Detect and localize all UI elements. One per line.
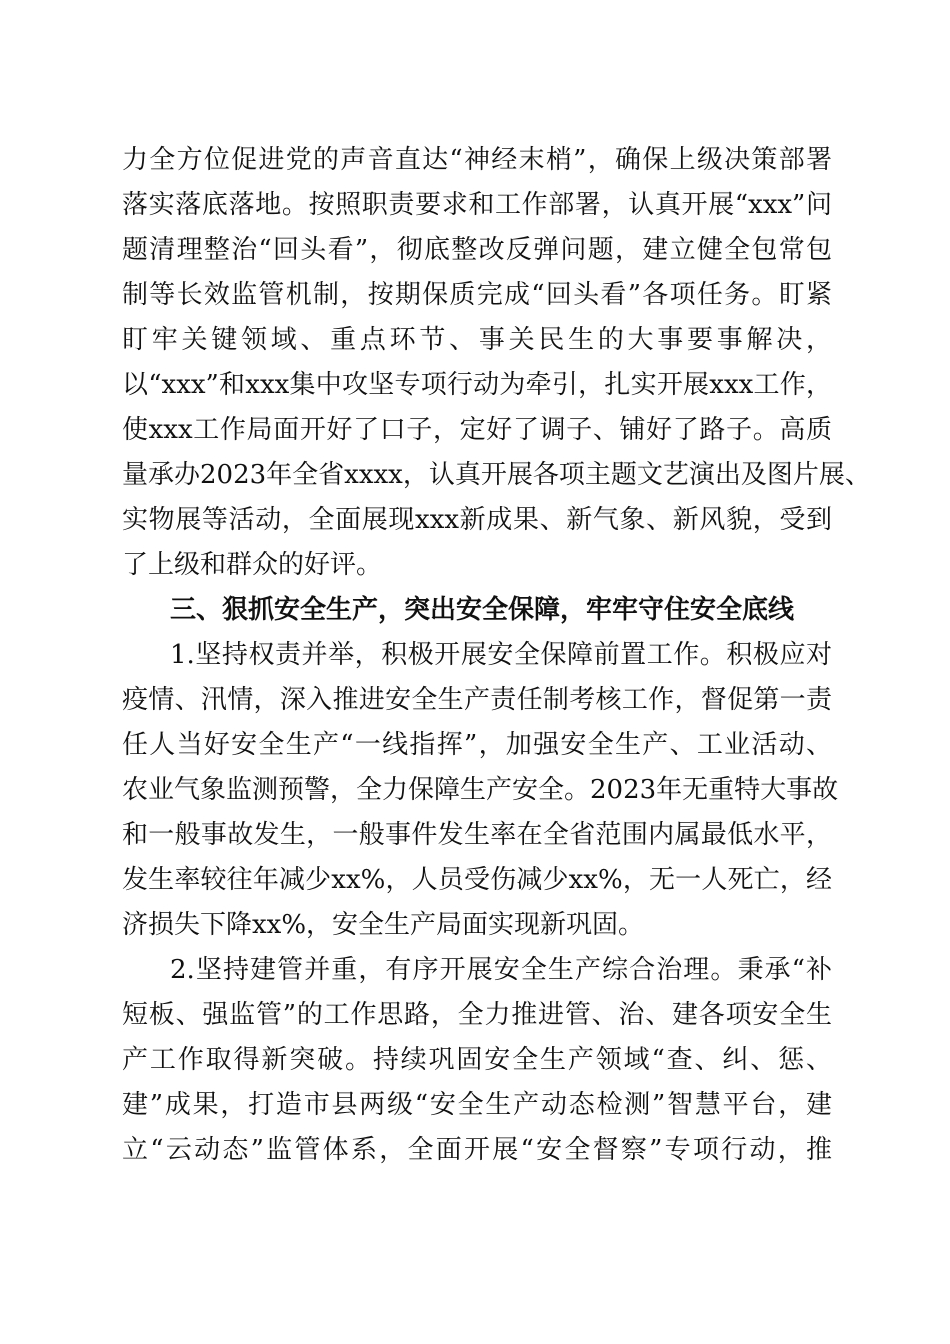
- text-line: 量承办2023年全省xxxx，认真开展各项主题文艺演出及图片展、: [122, 460, 871, 490]
- text-line: 使xxx工作局面开好了口子，定好了调子、铺好了路子。高质: [122, 415, 832, 445]
- text-line: 1.坚持权责并举，积极开展安全保障前置工作。积极应对: [170, 640, 832, 670]
- text-line: 疫情、汛情，深入推进安全生产责任制考核工作，督促第一责: [122, 685, 832, 715]
- text-line: 产工作取得新突破。持续巩固安全生产领域“查、纠、惩、: [122, 1045, 832, 1075]
- text-line: 发生率较往年减少xx%，人员受伤减少xx%，无一人死亡，经: [122, 865, 832, 895]
- text-line: 短板、强监管”的工作思路，全力推进管、治、建各项安全生: [122, 1000, 832, 1030]
- text-line: 盯牢关键领域、重点环节、事关民生的大事要事解决，: [122, 325, 832, 355]
- text-line: 实物展等活动，全面展现xxx新成果、新气象、新风貌，受到: [122, 505, 832, 535]
- text-line: 题清理整治“回头看”，彻底整改反弹问题，建立健全包常包: [122, 235, 832, 265]
- text-line: 农业气象监测预警，全力保障生产安全。2023年无重特大事故: [122, 775, 839, 805]
- section-heading: 三、狠抓安全生产，突出安全保障，牢牢守住安全底线: [170, 595, 795, 625]
- text-line: 济损失下降xx%，安全生产局面实现新巩固。: [122, 910, 645, 940]
- text-line: 2.坚持建管并重，有序开展安全生产综合治理。秉承“补: [170, 955, 832, 985]
- text-line: 建”成果，打造市县两级“安全生产动态检测”智慧平台，建: [122, 1090, 832, 1120]
- text-line: 落实落底落地。按照职责要求和工作部署，认真开展“xxx”问: [122, 190, 832, 220]
- text-line: 和一般事故发生，一般事件发生率在全省范围内属最低水平，: [122, 820, 832, 850]
- text-line: 以“xxx”和xxx集中攻坚专项行动为牵引，扎实开展xxx工作，: [122, 370, 832, 400]
- text-line: 立“云动态”监管体系，全面开展“安全督察”专项行动，推: [122, 1135, 832, 1165]
- text-line: 任人当好安全生产“一线指挥”，加强安全生产、工业活动、: [122, 730, 832, 760]
- text-line: 制等长效监管机制，按期保质完成“回头看”各项任务。盯紧: [122, 280, 832, 310]
- text-line: 力全方位促进党的声音直达“神经末梢”，确保上级决策部署: [122, 145, 832, 175]
- text-line: 了上级和群众的好评。: [122, 550, 383, 580]
